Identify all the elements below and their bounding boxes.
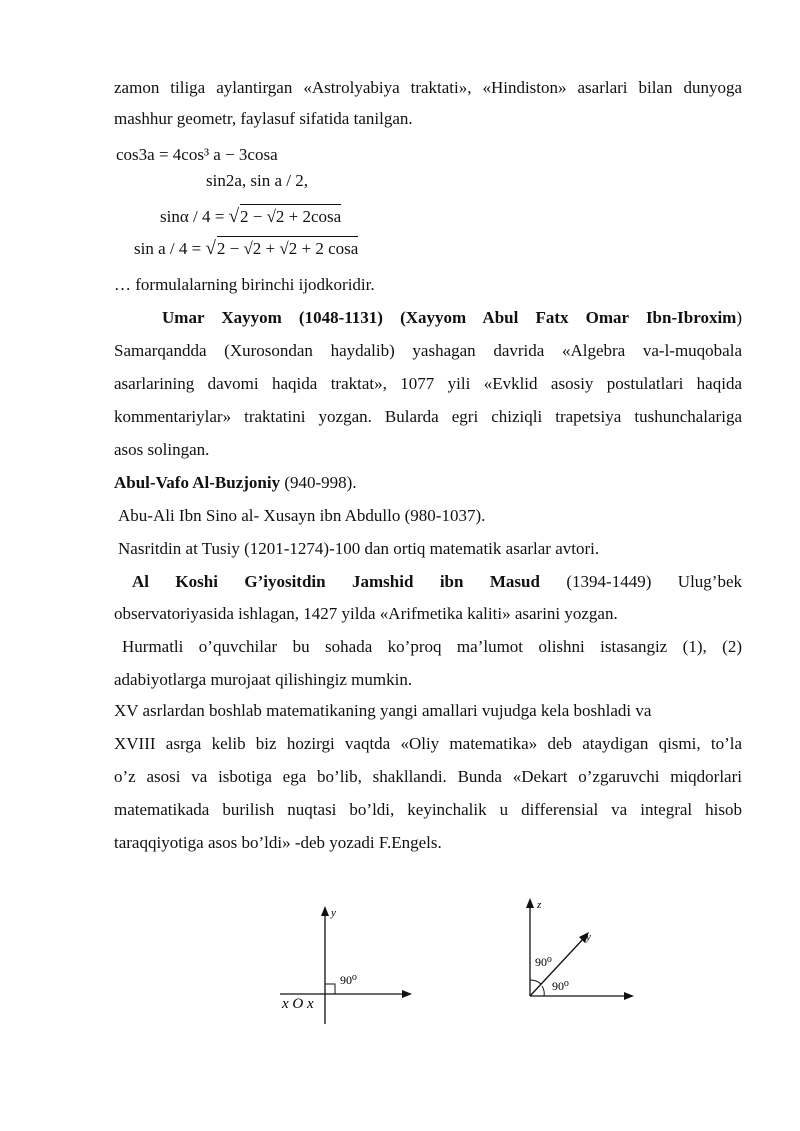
umar-heading-end: ) bbox=[736, 308, 742, 327]
angle-label-top: 90⁰ bbox=[535, 955, 552, 969]
xv-line5: taraqqiyotiga asos bo’ldi» -deb yozadi F.Engels. bbox=[114, 833, 442, 852]
angle-arc-top bbox=[530, 980, 541, 984]
z-axis-arrow bbox=[526, 898, 534, 908]
ibn-sino-line: Abu-Ali Ibn Sino al- Xusayn ibn Abdullo (980-1037). bbox=[118, 506, 486, 525]
tusiy-line: Nasritdin at Tusiy (1201-1274)-100 dan ortiq matematik asarlar avtori. bbox=[118, 539, 600, 558]
angle-label: 90⁰ bbox=[340, 973, 357, 987]
formula-f4-radicand: 2 − √2 + √2 + 2 cosa bbox=[217, 236, 358, 260]
koshi-rest: (1394-1449) Ulug’bek bbox=[539, 572, 742, 591]
formula-sin2a: sin2a, sin a / 2, bbox=[206, 171, 308, 190]
para2: … formulalarning birinchi ijodkoridir. bbox=[114, 275, 375, 294]
abul-vafo-line bbox=[114, 472, 742, 494]
figure-2d-axes bbox=[270, 898, 430, 1038]
z-label: z bbox=[537, 899, 542, 911]
x-axis-arrow bbox=[402, 990, 412, 998]
formula-sin-alpha-4 bbox=[160, 204, 341, 228]
koshi-name: Al Koshi G’iyositdin Jamshid ibn Masud bbox=[132, 572, 540, 591]
angle-arc-bottom bbox=[542, 986, 544, 996]
y-label: y bbox=[586, 931, 591, 943]
formula-f4-lhs: sin a / 4 = bbox=[134, 239, 202, 258]
abul-vafo-years: (940-998). bbox=[280, 473, 357, 492]
umar-line2: Samarqandda (Xurosondan haydalib) yashagan davrida «Algebra va-l-muqobala bbox=[114, 341, 742, 360]
para1-line2: mashhur geometr, faylasuf sifatida tanilgan. bbox=[114, 109, 413, 128]
umar-line3: asarlarining davomi haqida traktat», 1077 yili «Evklid asosiy postulatlari haqida bbox=[114, 374, 742, 393]
formula-sin-a-4 bbox=[134, 236, 358, 260]
formula-f3-radicand: 2 − √2 + 2cosa bbox=[240, 204, 341, 228]
y-label: y bbox=[331, 907, 336, 919]
sqrt-sign: √ bbox=[228, 206, 239, 227]
formula-cos3a: cos3a = 4cos³ a − 3cosa bbox=[116, 145, 278, 164]
koshi-line1 bbox=[132, 571, 742, 593]
y-axis-arrow bbox=[321, 906, 329, 916]
x-axis-arrow bbox=[624, 992, 634, 1000]
xv-line1: XV asrlardan boshlab matematikaning yangi amallari vujudga kela boshladi va bbox=[114, 701, 652, 720]
umar-heading: Umar Xayyom (1048-1131) (Xayyom Abul Fatx Omar Ibn-Ibroxim bbox=[162, 308, 737, 327]
figure-3d-axes bbox=[518, 890, 638, 1010]
xv-line2: XVIII asrga kelib biz hozirgi vaqtda «Oliy matematika» deb ataydigan qismi, to’la bbox=[114, 734, 742, 753]
xv-line4: matematikada burilish nuqtasi bo’ldi, keyinchalik u differensial va integral hisob bbox=[114, 800, 742, 819]
angle-label-bottom: 90⁰ bbox=[552, 979, 569, 993]
umar-line4: kommentariylar» traktatini yozgan. Bularda egri chiziqli trapetsiya tushunchalariga bbox=[114, 407, 742, 426]
umar-line5: asos solingan. bbox=[114, 440, 210, 459]
koshi-line2: observatoriyasida ishlagan, 1427 yilda «Arifmetika kaliti» asarini yozgan. bbox=[114, 604, 618, 623]
right-angle-mark bbox=[325, 984, 335, 994]
formula-f3-lhs: sinα / 4 = bbox=[160, 207, 225, 226]
hurmatli-line1: Hurmatli o’quvchilar bu sohada ko’proq ma’lumot olishni istasangiz (1), (2) bbox=[122, 637, 742, 656]
xv-line3: o’z asosi va isbotiga ega bo’lib, shakllandi. Bunda «Dekart o’zgaruvchi miqdorlari bbox=[114, 767, 742, 786]
umar-line1 bbox=[162, 307, 742, 329]
abul-vafo-name: Abul-Vafo Al-Buzjoniy bbox=[114, 473, 281, 492]
sqrt-sign: √ bbox=[205, 238, 216, 259]
origin-label: x O x bbox=[282, 996, 314, 1012]
hurmatli-line2: adabiyotlarga murojaat qilishingiz mumkin. bbox=[114, 670, 413, 689]
para1-line1: zamon tiligа aylantirgan «Astrolyabiya traktati», «Hindiston» asarlari bilan dunyoga bbox=[114, 78, 742, 97]
